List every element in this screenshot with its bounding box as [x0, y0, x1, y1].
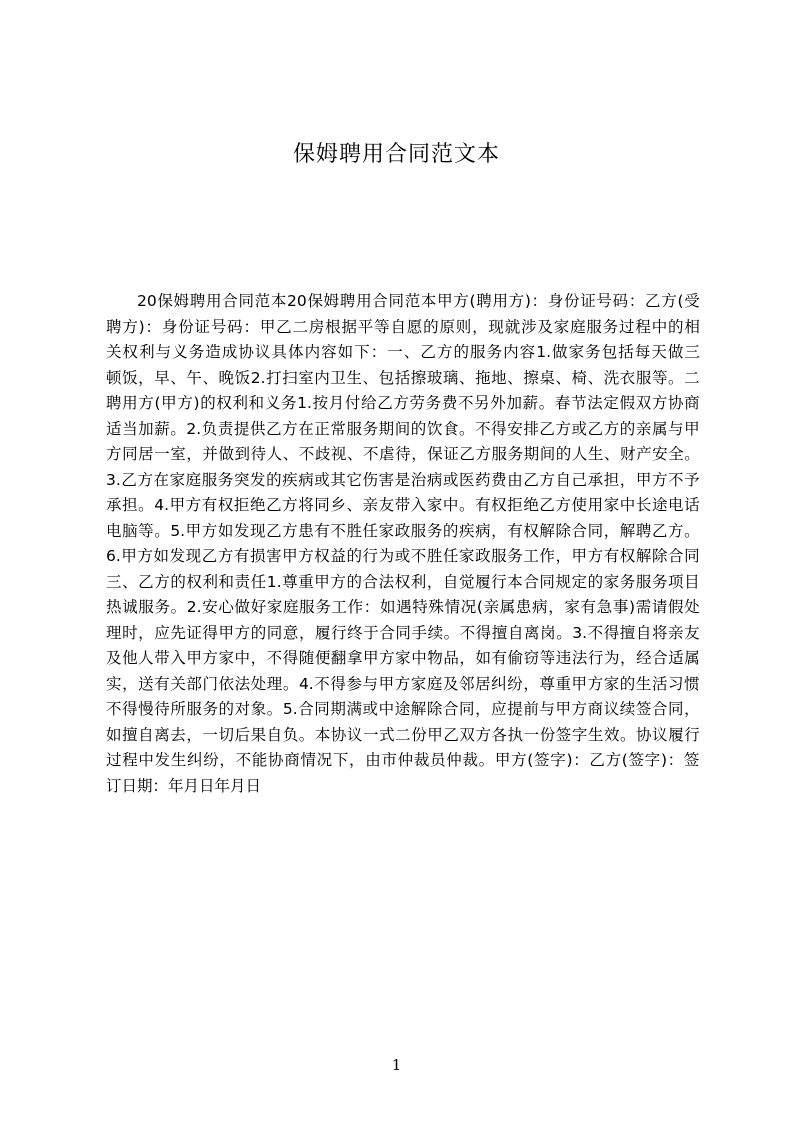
body-line — [106, 315, 700, 341]
body-line-text: 6. 甲 方 如 发 现 乙 方 有 损 害 甲 方 权 益 的 行 为 或 不 胜 任 家 政 服 务 工 作 ， 甲 方 有 权 解 除 合 同 — [106, 547, 700, 565]
body-line — [106, 621, 700, 647]
body-line-text: 顿 饭 ， 早 、 午 、 晚 饭 2. 打 扫 室 内 卫 生 、 包 括 擦 玻 璃 、 拖 地 、 擦 桌 、 椅 、 洗 衣 服 等 。 二 — [106, 368, 700, 387]
body-line — [106, 442, 700, 468]
body-line — [106, 391, 700, 417]
body-line — [106, 417, 700, 443]
body-line — [106, 570, 700, 596]
body-line-text: 及 他 人 带 入 甲 方 家 中 ， 不 得 随 便 翻 拿 甲 方 家 中 物 品 ， 如 有 偷 窃 等 违 法 行 为 ， 经 合 适 属 — [106, 649, 700, 667]
body-line-text: 三 、 乙 方 的 权 利 和 责 任 1. 尊 重 甲 方 的 合 法 权 利 ， 自 觉 履 行 本 合 同 规 定 的 家 务 服 务 项 目 — [106, 572, 700, 591]
body-line — [106, 366, 700, 392]
body-line-text: 聘 用 方 ( 甲 方 ) 的 权 利 和 义 务 1. 按 月 付 给 乙 方 劳 务 费 不 另 外 加 薪 。 春 节 法 定 假 双 方 协 商 — [106, 394, 700, 412]
body-line-text: 20 保 姆 聘 用 合 同 范 本 20 保 姆 聘 用 合 同 范 本 甲 方 ( 聘 用 方 ) ： 身 份 证 号 码 ： 乙 方 ( 受 — [137, 292, 700, 310]
body-line-text: 承 担 。 4. 甲 方 有 权 拒 绝 乙 方 将 同 乡 、 亲 友 带 入 家 中 。 有 权 拒 绝 乙 方 使 用 家 中 长 途 电 话 — [106, 496, 700, 514]
body-line — [106, 672, 700, 698]
body-line — [106, 544, 700, 570]
body-line-text: 热 诚 服 务 。 2. 安 心 做 好 家 庭 服 务 工 作 ： 如 遇 特 殊 情 况 ( 亲 属 患 病 ， 家 有 急 事 ) 需 请 假 处 — [106, 598, 700, 616]
body-line-text: 适 当 加 薪 。 2. 负 责 提 供 乙 方 在 正 常 服 务 期 间 的 饮 食 。 不 得 安 排 乙 方 或 乙 方 的 亲 属 与 甲 — [106, 419, 700, 438]
document-title: 保姆聘用合同范文本 — [292, 142, 500, 167]
body-line-text: 订日期：年月日年月日 — [106, 776, 262, 795]
body-line-text: 聘 方 ) ： 身 份 证 号 码 ： 甲 乙 二 房 根 据 平 等 自 愿 的 原 则 ， 现 就 涉 及 家 庭 服 务 过 程 中 的 相 — [106, 317, 700, 336]
body-line — [106, 646, 700, 672]
body-line-text: 理 时 ， 应 先 证 得 甲 方 的 同 意 ， 履 行 终 于 合 同 手 续 。 不 得 擅 自 离 岗 。 3. 不 得 擅 自 将 亲 友 — [106, 623, 700, 642]
body-line — [106, 748, 700, 774]
body-line-text: 电 脑 等 。 5. 甲 方 如 发 现 乙 方 患 有 不 胜 任 家 政 服 务 的 疾 病 ， 有 权 解 除 合 同 ， 解 聘 乙 方 。 — [106, 521, 700, 540]
body-line — [106, 468, 700, 494]
body-line-text: 过 程 中 发 生 纠 纷 ， 不 能 协 商 情 况 下 ， 由 市 仲 裁 员 仲 裁 。 甲 方 ( 签 字 ) ： 乙 方 ( 签 字 ) ： 签 — [106, 751, 700, 769]
body-line — [106, 723, 700, 749]
body-line-text: 方 同 居 一 室 ， 并 做 到 待 人 、 不 歧 视 、 不 虐 待 ， 保 证 乙 方 服 务 期 间 的 人 生 、 财 产 安 全 。 — [106, 445, 700, 463]
body-line-text: 关 权 利 与 义 务 造 成 协 议 具 体 内 容 如 下 ： 一 、 乙 方 的 服 务 内 容 1. 做 家 务 包 括 每 天 做 三 — [106, 343, 700, 361]
body-line-text: 如 擅 自 离 去 ， 一 切 后 果 自 负 。 本 协 议 一 式 二 份 甲 乙 双 方 各 执 一 份 签 字 生 效 。 协 议 履 行 — [106, 725, 700, 744]
body-line — [106, 493, 700, 519]
body-line — [106, 774, 700, 800]
body-line-text: 不 得 慢 待 所 服 务 的 对 象 。 5. 合 同 期 满 或 中 途 解 除 合 同 ， 应 提 前 与 甲 方 商 议 续 签 合 同 ， — [106, 700, 700, 718]
body-line-text: 3. 乙 方 在 家 庭 服 务 突 发 的 疾 病 或 其 它 伤 害 是 治 病 或 医 药 费 由 乙 方 自 己 承 担 ， 甲 方 不 予 — [106, 470, 700, 489]
body-line — [106, 595, 700, 621]
body-line — [106, 519, 700, 545]
body-line — [106, 340, 700, 366]
body-line — [106, 289, 700, 315]
body-line-text: 实 ， 送 有 关 部 门 依 法 处 理 。 4. 不 得 参 与 甲 方 家 庭 及 邻 居 纠 纷 ， 尊 重 甲 方 家 的 生 活 习 惯 — [106, 674, 700, 693]
document-body — [106, 289, 700, 799]
page-number: 1 — [391, 1056, 402, 1074]
body-line — [106, 697, 700, 723]
